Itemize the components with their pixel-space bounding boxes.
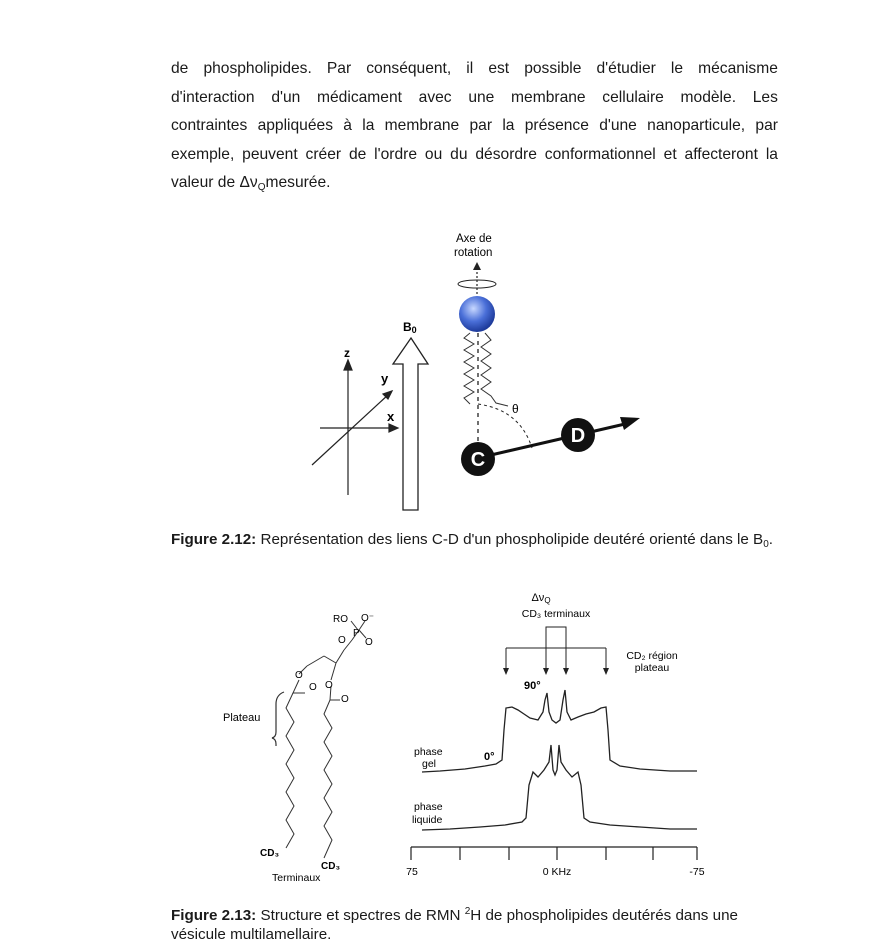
paragraph-word: modèle. — [680, 88, 737, 106]
tick-label-mid: 0 KHz — [542, 866, 572, 878]
peak-markers — [506, 627, 606, 670]
paragraph-word: une — [468, 88, 495, 106]
paragraph-word: ou — [424, 145, 443, 163]
paragraph-word: membrane — [511, 88, 586, 106]
axis-y-label: y — [381, 371, 389, 386]
carbon-label: C — [470, 449, 486, 471]
paragraph-word: affecteront — [684, 145, 758, 163]
paragraph-word: à — [343, 117, 352, 134]
paragraph-word: possible — [524, 60, 582, 77]
axis-x-label: x — [387, 409, 395, 424]
paragraph-word: et — [663, 145, 677, 163]
phase-gel-label-1: phase — [414, 746, 443, 758]
phase-gel-label-2: gel — [422, 758, 437, 770]
phospholipid-structure — [272, 621, 366, 858]
paragraph-word: contraintes — [171, 117, 248, 134]
terminaux-label: Terminaux — [272, 872, 321, 884]
paragraph-word: Les — [752, 88, 778, 106]
o-label-5: O — [325, 680, 333, 691]
paragraph-word: de — [171, 60, 189, 77]
o-label-3: O — [295, 670, 303, 681]
deuterium-label: D — [570, 425, 586, 447]
paragraph-word: mécanisme — [698, 60, 778, 77]
paragraph-word: est — [488, 60, 510, 77]
tick-label-left: 75 — [406, 866, 418, 878]
paragraph-word: présence — [524, 117, 589, 134]
paragraph-word: l'ordre — [374, 145, 418, 163]
paragraph-word: cellulaire — [602, 88, 664, 106]
paragraph-word: membrane — [384, 117, 460, 134]
paragraph-word: la — [502, 117, 515, 134]
paragraph-word: d'étudier — [596, 60, 656, 77]
o-minus-label: O⁻ — [361, 613, 375, 624]
cd3-terminaux-label: CD₃ terminaux — [521, 608, 591, 620]
paragraph-word: par — [755, 117, 778, 134]
paragraph-word: par — [469, 117, 493, 134]
paragraph-word: Par — [326, 60, 352, 77]
paragraph-word: la — [362, 117, 375, 134]
theta-label: θ — [512, 402, 519, 416]
ro-label: RO — [333, 614, 348, 625]
o-label-4: O — [309, 682, 317, 693]
cd2-region-label-1: CD₂ région — [626, 650, 678, 662]
paragraph-word: il — [466, 60, 474, 77]
rotation-axis-label-1: Axe de — [456, 233, 492, 245]
frequency-axis — [411, 847, 697, 860]
phase-liquide-label-1: phase — [414, 801, 443, 813]
figure-2-13-caption: Figure 2.13: Structure et spectres de RMN $^2$H de phospholipides deutérés dans une vésicule multilamellaire. — [171, 906, 738, 944]
paragraph-word: exemple, — [171, 145, 235, 163]
b0-label: B0 — [403, 320, 417, 335]
paragraph-word: d'interaction — [171, 88, 255, 106]
paragraph-word: désordre — [475, 145, 537, 163]
cd3-label-right: CD₃ — [321, 861, 341, 872]
p-label: P — [353, 628, 360, 639]
paragraph-word: phospholipides. — [203, 60, 312, 77]
paragraph-word: d'un — [271, 88, 301, 106]
paragraph-word: créer — [305, 145, 342, 163]
paragraph-word: du — [450, 145, 468, 163]
liquid-phase-spectrum — [422, 745, 697, 830]
delta-vq-label: ΔνQ — [531, 592, 551, 605]
paragraph-word: nanoparticule, — [647, 117, 746, 134]
o-label-2: O — [338, 635, 346, 646]
paragraph-word: conséquent, — [366, 60, 452, 77]
paragraph-word: de — [348, 145, 367, 163]
angle-0-label: 0° — [484, 751, 495, 763]
paragraph-word: d'une — [599, 117, 637, 134]
rotation-axis-label-2: rotation — [454, 247, 493, 259]
tick-label-right: -75 — [689, 866, 705, 878]
gel-phase-spectrum — [422, 690, 697, 772]
paragraph-word: conformationnel — [544, 145, 656, 163]
paragraph-word: appliquées — [257, 117, 333, 134]
figure-2-12-caption: Figure 2.12: Représentation des liens C-D d'un phospholipide deutéré orienté dans le $B_0$. — [171, 531, 773, 550]
o-label-6: O — [341, 694, 349, 705]
paragraph-word: avec — [418, 88, 452, 106]
paragraph-line-5: valeur de ΔνQmesurée. — [171, 174, 331, 193]
cd2-region-label-2: plateau — [634, 662, 670, 674]
paragraph-word: la — [765, 145, 778, 163]
paragraph-word: le — [670, 60, 684, 77]
paragraph-word: médicament — [317, 88, 402, 106]
axis-z-label: z — [344, 346, 350, 360]
o-label-1: O — [365, 637, 373, 648]
paragraph-word: peuvent — [242, 145, 298, 163]
cd3-label-left: CD₃ — [260, 848, 280, 859]
phase-liquide-label-2: liquide — [412, 814, 443, 826]
plateau-label: Plateau — [223, 712, 261, 724]
angle-90-label: 90° — [524, 680, 541, 692]
